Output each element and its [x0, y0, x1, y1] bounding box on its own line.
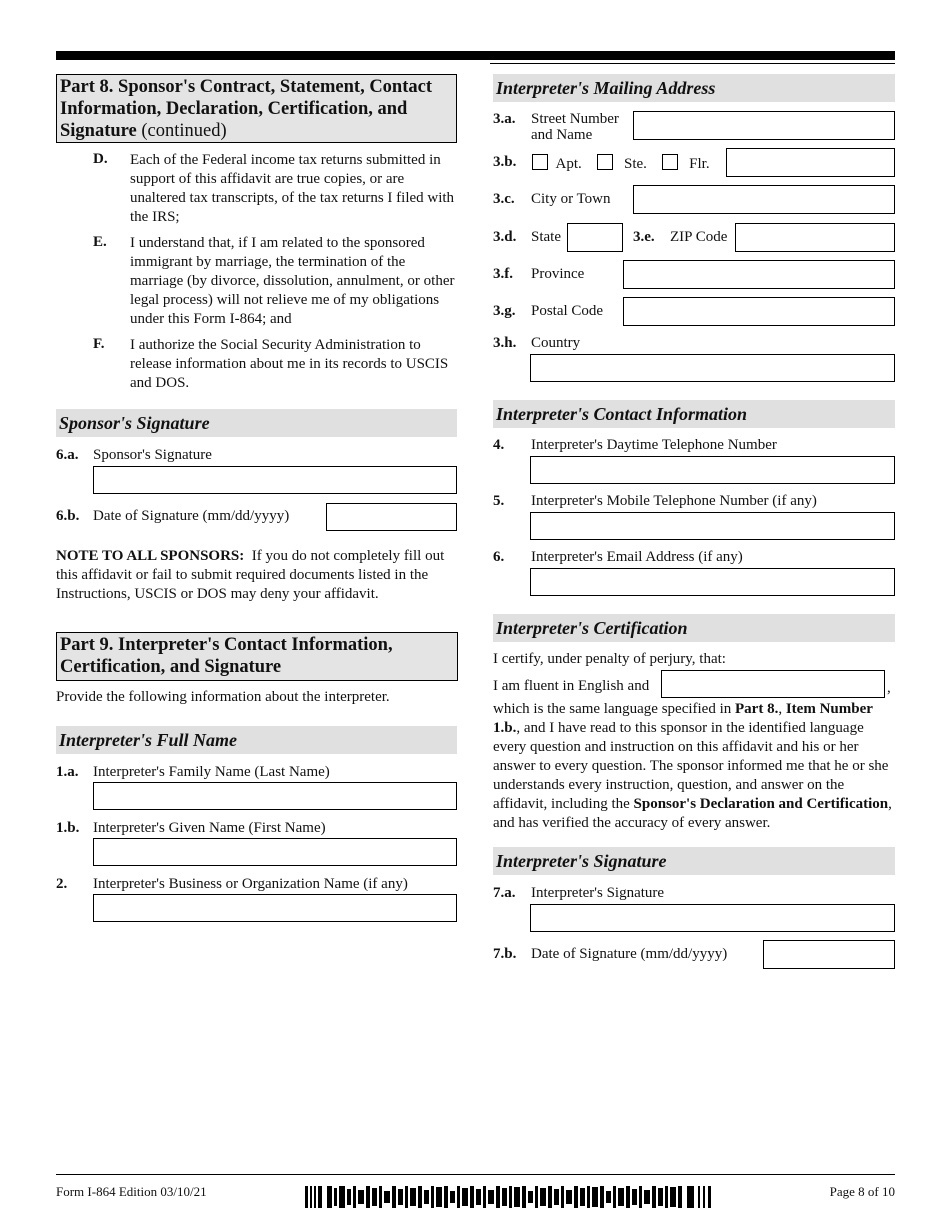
item-letter: D. — [93, 151, 108, 167]
certification-header: Interpreter's Certification — [493, 614, 895, 642]
interpreter-date-field[interactable] — [763, 940, 895, 969]
language-field[interactable] — [661, 670, 885, 698]
top-rule — [56, 51, 895, 60]
item-number: 7.a. — [493, 885, 516, 901]
state-select[interactable] — [567, 223, 623, 252]
item-letter: E. — [93, 234, 107, 250]
item-number: 3.d. — [493, 229, 517, 245]
interpreter-signature-header: Interpreter's Signature — [493, 847, 895, 875]
item-number: 3.g. — [493, 303, 516, 319]
daytime-phone-label: Interpreter's Daytime Telephone Number — [531, 437, 777, 453]
street-field[interactable] — [633, 111, 895, 140]
contact-info-header: Interpreter's Contact Information — [493, 400, 895, 428]
interpreter-name-header: Interpreter's Full Name — [56, 726, 457, 754]
ste-label: Ste. — [624, 156, 647, 172]
email-field[interactable] — [530, 568, 895, 596]
part8-heading-line1: Part 8. Sponsor's Contract, Statement, Contact — [60, 77, 433, 97]
part9-intro: Provide the following information about the interpreter. — [56, 689, 390, 705]
flr-label: Flr. — [689, 156, 710, 172]
item-text: Each of the Federal income tax returns submitted in support of this affidavit are true copies, or are unaltered tax transcripts, of the tax returns I filed with the IRS; — [130, 152, 455, 225]
given-name-field[interactable] — [93, 838, 457, 866]
sponsor-date-field[interactable] — [326, 503, 457, 531]
city-field[interactable] — [633, 185, 895, 214]
language-comma: , — [887, 680, 891, 696]
mailing-address-header: Interpreter's Mailing Address — [493, 74, 895, 102]
part8-continued: (continued) — [141, 121, 227, 141]
part8-heading-line2: Information, Declaration, Certification, and — [60, 99, 408, 119]
item-number: 3.b. — [493, 154, 517, 170]
note-text: If you do not completely fill out this affidavit or fail to submit required documents listed in the Instructions, USCIS or DOS may deny your affidavit. — [56, 548, 445, 602]
province-label: Province — [531, 266, 585, 282]
family-name-label: Interpreter's Family Name (Last Name) — [93, 764, 330, 780]
part9-heading-line2: Certification, and Signature — [60, 657, 282, 677]
postal-code-label: Postal Code — [531, 303, 604, 319]
unit-number-field[interactable] — [726, 148, 895, 177]
item-text: I authorize the Social Security Administration to release information about me in its records to USCIS and DOS. — [130, 337, 449, 391]
email-label: Interpreter's Email Address (if any) — [531, 549, 743, 565]
sponsor-date-label: Date of Signature (mm/dd/yyyy) — [93, 508, 290, 524]
certification-text — [493, 700, 895, 833]
street-label-line1: Street Number — [531, 111, 619, 127]
barcode-icon — [305, 1186, 713, 1208]
form-edition: Form I-864 Edition 03/10/21 — [56, 1184, 207, 1199]
cert-text-2: , and I have read to this sponsor in the identified language every question and instruction on this affidavit and his or her answer to every question. The sponsor informed me that he or she understands every instruction, question, and answer on the affidavit, including the — [493, 720, 889, 812]
note-label: NOTE TO ALL SPONSORS: — [56, 548, 245, 564]
zip-label: ZIP Code — [670, 229, 728, 245]
list-item — [56, 151, 457, 227]
item-number: 4. — [493, 437, 505, 453]
unit-type-row — [532, 154, 710, 173]
cert-item-ref: Item Number — [785, 701, 873, 717]
item-number: 6.a. — [56, 447, 79, 463]
cert-sep: , — [778, 701, 786, 717]
part9-heading — [56, 632, 458, 681]
item-number: 3.f. — [493, 266, 513, 282]
business-name-label: Interpreter's Business or Organization Name (if any) — [93, 876, 408, 892]
item-number: 1.a. — [56, 764, 79, 780]
top-thin-rule — [490, 63, 895, 64]
street-label-line2: and Name — [531, 127, 593, 143]
ste-checkbox[interactable] — [597, 154, 613, 170]
state-label: State — [531, 229, 561, 245]
page-number: Page 8 of 10 — [829, 1184, 895, 1199]
cert-item-number: 1.b. — [493, 720, 517, 736]
family-name-field[interactable] — [93, 782, 457, 810]
item-number: 3.a. — [493, 111, 516, 127]
given-name-label: Interpreter's Given Name (First Name) — [93, 820, 326, 836]
daytime-phone-field[interactable] — [530, 456, 895, 484]
fluent-label: I am fluent in English and — [493, 678, 650, 694]
city-label: City or Town — [531, 191, 611, 207]
mobile-phone-field[interactable] — [530, 512, 895, 540]
cert-part8-ref: Part 8. — [735, 701, 779, 717]
item-number: 3.h. — [493, 335, 517, 351]
part8-heading-line3: Signature — [60, 121, 137, 141]
list-item — [56, 336, 457, 393]
item-letter: F. — [93, 336, 105, 352]
part9-heading-line1: Part 9. Interpreter's Contact Information, — [60, 635, 393, 655]
cert-text-3: , and has verified the accuracy of every answer. — [493, 796, 892, 831]
item-number: 2. — [56, 876, 68, 892]
cert-text-1: which is the same language specified in — [493, 701, 736, 717]
business-name-field[interactable] — [93, 894, 457, 922]
footer-rule — [56, 1174, 895, 1175]
interpreter-signature-field[interactable] — [530, 904, 895, 932]
interpreter-signature-label: Interpreter's Signature — [531, 885, 665, 901]
left-column — [56, 74, 457, 393]
interpreter-date-label: Date of Signature (mm/dd/yyyy) — [531, 946, 728, 962]
list-item — [56, 234, 457, 329]
sponsor-signature-header: Sponsor's Signature — [56, 409, 457, 437]
item-number: 7.b. — [493, 946, 517, 962]
sponsor-signature-field[interactable] — [93, 466, 457, 494]
country-field[interactable] — [530, 354, 895, 382]
item-number: 6. — [493, 549, 505, 565]
item-number: 1.b. — [56, 820, 80, 836]
item-number: 3.e. — [633, 229, 655, 245]
certify-statement: I certify, under penalty of perjury, that: — [493, 651, 726, 667]
province-field[interactable] — [623, 260, 895, 289]
item-number: 5. — [493, 493, 505, 509]
zip-field[interactable] — [735, 223, 895, 252]
note-to-sponsors — [56, 547, 457, 604]
item-number: 3.c. — [493, 191, 515, 207]
cert-declaration-ref: Sponsor's Declaration and Certification — [633, 796, 889, 812]
flr-checkbox[interactable] — [662, 154, 678, 170]
country-label: Country — [531, 335, 581, 351]
item-number: 6.b. — [56, 508, 80, 524]
street-label — [531, 111, 619, 143]
part8-heading — [56, 74, 457, 143]
sponsor-signature-label: Sponsor's Signature — [93, 447, 212, 463]
mobile-phone-label: Interpreter's Mobile Telephone Number (if any) — [531, 493, 817, 509]
postal-code-field[interactable] — [623, 297, 895, 326]
item-text: I understand that, if I am related to the sponsored immigrant by marriage, the termination of the marriage (by divorce, dissolution, annulment, or other legal process) will not relieve me of my obligations under this Form I-864; and — [130, 235, 455, 327]
apt-checkbox[interactable] — [532, 154, 548, 170]
apt-label: Apt. — [555, 156, 582, 172]
